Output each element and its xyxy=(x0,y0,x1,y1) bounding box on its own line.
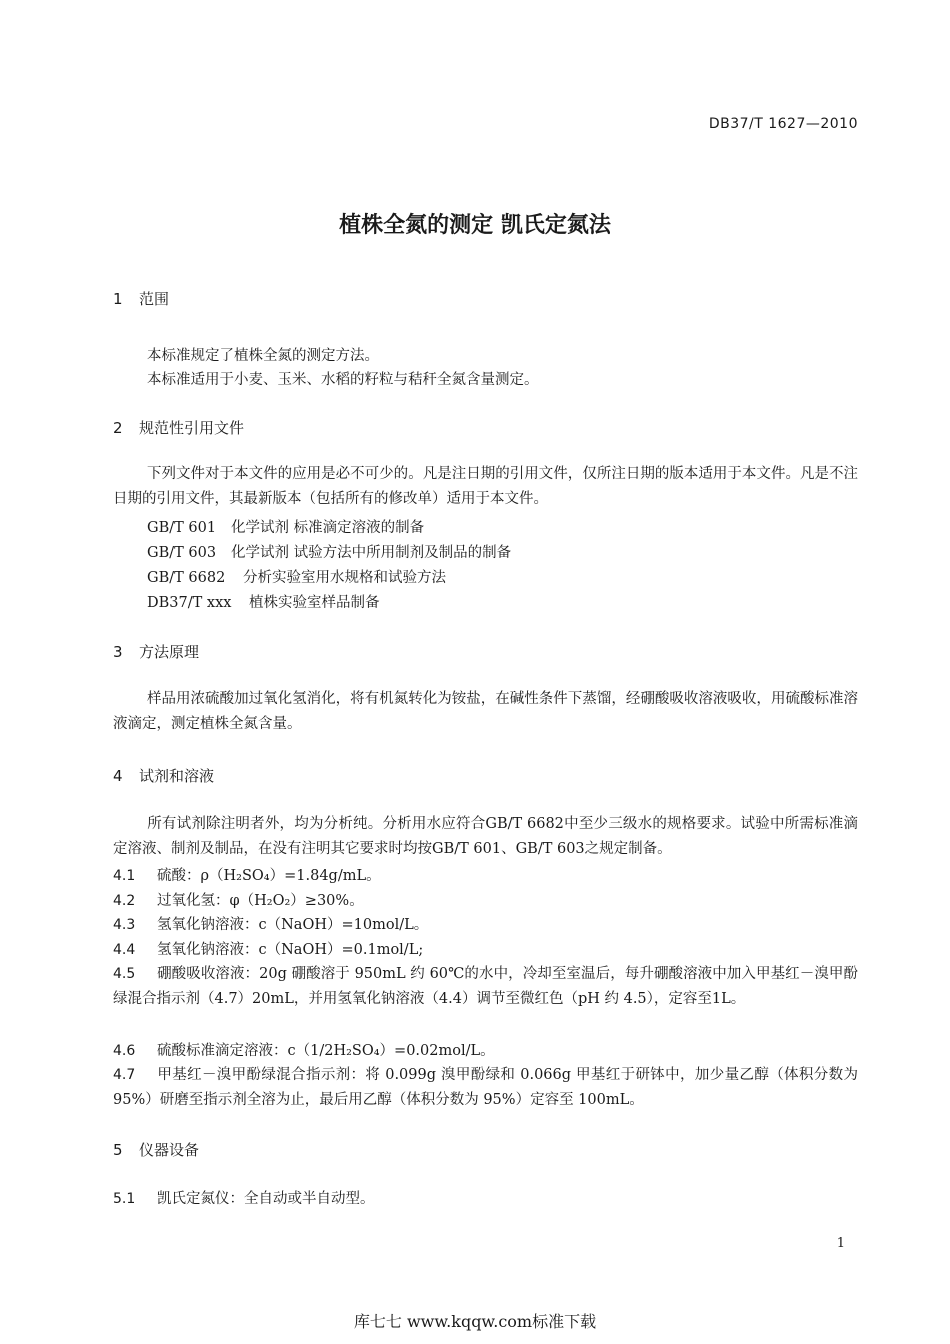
paragraph-text: 所有试剂除注明者外，均为分析纯。分析用水应符合GB/T 6682中至少三级水的规格要求。试验中所需标准滴定溶液、制剂及制品，在没有注明其它要求时均按GB/T 601、GB/T 603之规定制备。 xyxy=(113,816,858,857)
section-heading xyxy=(113,765,214,786)
item-text: 硫酸：ρ（H₂SO₄）=1.84g/mL。 xyxy=(157,868,381,884)
list-item xyxy=(113,1039,495,1060)
item-number: 4.5 xyxy=(113,966,136,982)
list-item xyxy=(113,889,364,910)
section-heading xyxy=(113,417,244,438)
item-text: 硼酸吸收溶液：20g 硼酸溶于 950mL 约 60℃的水中，冷却至室温后，每升硼酸溶液中加入甲基红－溴甲酚绿混合指示剂（4.7）20mL，并用氢氧化钠溶液（4.4）调节至微红色（pH 约 4.5），定容至1L。 xyxy=(113,966,858,1007)
item-text: 硫酸标准滴定溶液：c（1/2H₂SO₄）=0.02mol/L。 xyxy=(157,1043,495,1059)
section-title: 范围 xyxy=(139,290,170,308)
list-item xyxy=(113,1187,375,1208)
reference-code: DB37/T xxx xyxy=(147,595,232,611)
paragraph xyxy=(113,687,858,737)
paragraph-line: 本标准适用于小麦、玉米、水稻的籽粒与秸秆全氮含量测定。 xyxy=(147,372,539,388)
reference-title: 分析实验室用水规格和试验方法 xyxy=(243,570,446,586)
reference-title: 化学试剂 试验方法中所用制剂及制品的制备 xyxy=(231,545,512,561)
item-number: 5.1 xyxy=(113,1191,136,1207)
section-title: 试剂和溶液 xyxy=(139,767,215,785)
item-number: 4.4 xyxy=(113,942,136,958)
item-number: 4.3 xyxy=(113,917,136,933)
list-item xyxy=(113,1063,858,1113)
section-heading xyxy=(113,288,169,309)
footer-watermark: 库七七 www.kqqw.com标准下载 xyxy=(353,1312,597,1331)
reference-code: GB/T 601 xyxy=(147,520,217,536)
reference-entry xyxy=(147,516,424,537)
page-number: 1 xyxy=(836,1236,845,1251)
reference-title: 植株实验室样品制备 xyxy=(249,595,380,611)
section-number: 1 xyxy=(113,290,123,308)
standard-code: DB37/T 1627—2010 xyxy=(708,116,858,132)
list-item xyxy=(113,913,428,934)
section-number: 5 xyxy=(113,1141,123,1159)
list-item xyxy=(113,962,858,1012)
section-title: 方法原理 xyxy=(139,643,200,661)
reference-entry xyxy=(147,541,511,562)
item-number: 4.1 xyxy=(113,868,136,884)
paragraph-text: 样品用浓硫酸加过氧化氢消化，将有机氮转化为铵盐，在碱性条件下蒸馏，经硼酸吸收溶液吸收，用硫酸标准溶液滴定，测定植株全氮含量。 xyxy=(113,691,858,732)
section-title: 仪器设备 xyxy=(139,1141,200,1159)
section-number: 4 xyxy=(113,767,123,785)
list-item xyxy=(113,938,423,959)
reference-code: GB/T 6682 xyxy=(147,570,226,586)
item-text: 氢氧化钠溶液：c（NaOH）=10mol/L。 xyxy=(157,917,429,933)
item-text: 凯氏定氮仪：全自动或半自动型。 xyxy=(157,1191,375,1207)
paragraph xyxy=(113,462,858,512)
reference-entry xyxy=(147,566,446,587)
item-text: 氢氧化钠溶液：c（NaOH）=0.1mol/L; xyxy=(157,942,424,958)
reference-entry xyxy=(147,591,380,612)
paragraph xyxy=(113,812,858,862)
item-number: 4.2 xyxy=(113,893,136,909)
item-number: 4.6 xyxy=(113,1043,136,1059)
reference-title: 化学试剂 标准滴定溶液的制备 xyxy=(231,520,425,536)
section-number: 2 xyxy=(113,419,123,437)
section-number: 3 xyxy=(113,643,123,661)
paragraph-line: 本标准规定了植株全氮的测定方法。 xyxy=(147,348,379,364)
reference-code: GB/T 603 xyxy=(147,545,217,561)
section-heading xyxy=(113,1139,199,1160)
item-text: 甲基红－溴甲酚绿混合指示剂：将 0.099g 溴甲酚绿和 0.066g 甲基红于研钵中，加少量乙醇（体积分数为 95%）研磨至指示剂全溶为止，最后用乙醇（体积分数为 95%）定容至 100mL。 xyxy=(113,1067,858,1108)
item-number: 4.7 xyxy=(113,1067,136,1083)
document-title: 植株全氮的测定 凯氏定氮法 xyxy=(339,213,611,238)
item-text: 过氧化氢：φ（H₂O₂）≥30%。 xyxy=(157,893,364,909)
paragraph-text: 下列文件对于本文件的应用是必不可少的。凡是注日期的引用文件，仅所注日期的版本适用于本文件。凡是不注日期的引用文件，其最新版本（包括所有的修改单）适用于本文件。 xyxy=(113,466,858,507)
section-heading xyxy=(113,641,199,662)
list-item xyxy=(113,864,381,885)
section-title: 规范性引用文件 xyxy=(139,419,245,437)
